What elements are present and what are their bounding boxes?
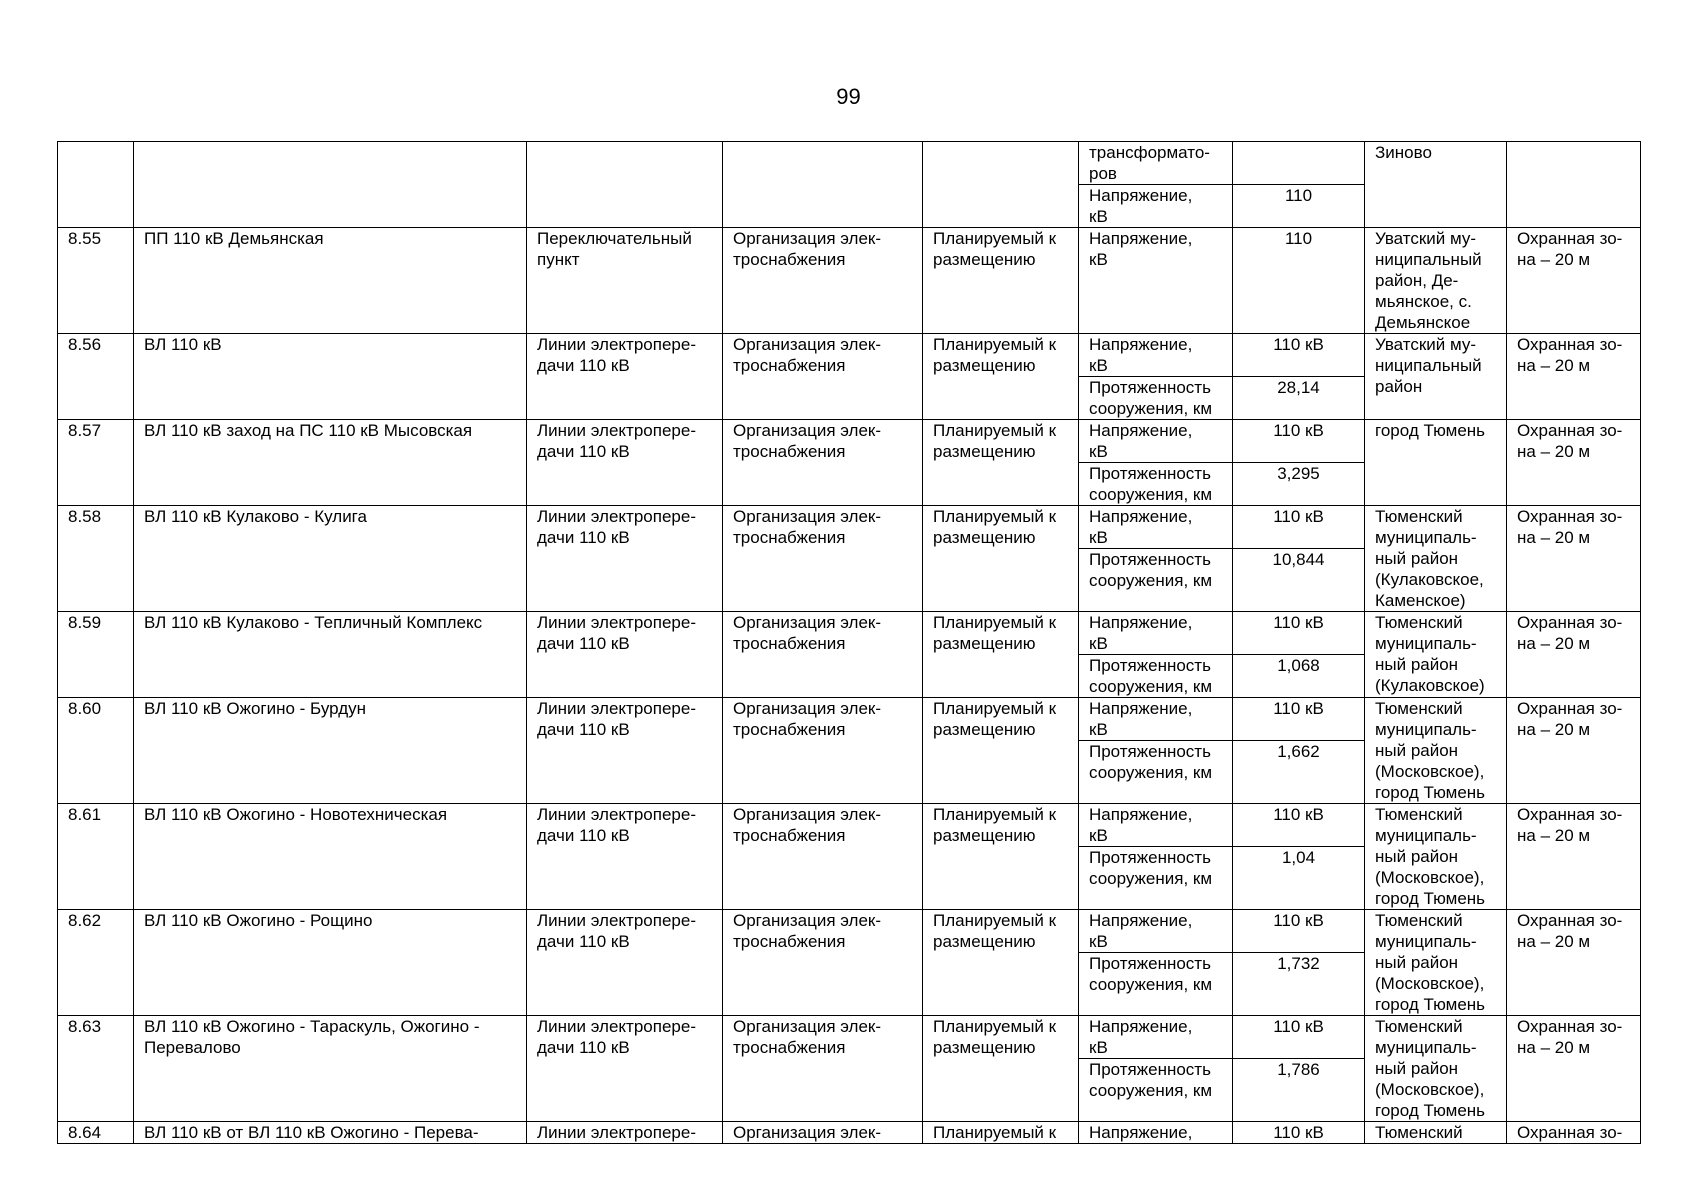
- cell-name: ВЛ 110 кВ Кулаково - Кулига: [134, 506, 527, 612]
- cell-param-label: Протяженность сооружения, км: [1079, 463, 1233, 506]
- cell-zone: Охранная зо-: [1507, 1122, 1641, 1144]
- cell-param-label: трансформато- ров: [1079, 142, 1233, 185]
- table-row: [58, 804, 1641, 847]
- cell-name: ВЛ 110 кВ от ВЛ 110 кВ Ожогино - Перева-: [134, 1122, 527, 1144]
- cell-purpose: [723, 142, 923, 228]
- cell-param-value: 110 кВ: [1233, 612, 1365, 655]
- cell-param-value: 110 кВ: [1233, 334, 1365, 377]
- cell-purpose: Организация элек- троснабжения: [723, 334, 923, 420]
- cell-num: 8.63: [58, 1016, 134, 1122]
- cell-param-value: 110 кВ: [1233, 804, 1365, 847]
- cell-location: город Тюмень: [1365, 420, 1507, 506]
- cell-type: Линии электропере- дачи 110 кВ: [527, 698, 723, 804]
- table-row: [58, 612, 1641, 655]
- cell-type: Линии электропере- дачи 110 кВ: [527, 420, 723, 506]
- cell-param-label: Напряжение, кВ: [1079, 185, 1233, 228]
- cell-status: Планируемый к размещению: [923, 228, 1079, 334]
- cell-name: ПП 110 кВ Демьянская: [134, 228, 527, 334]
- table-row: [58, 910, 1641, 953]
- cell-name: ВЛ 110 кВ Ожогино - Рощино: [134, 910, 527, 1016]
- cell-param-value: 110 кВ: [1233, 910, 1365, 953]
- cell-location: Уватский му- ниципальный район, Де- мьянское, с. Демьянское: [1365, 228, 1507, 334]
- cell-status: Планируемый к размещению: [923, 506, 1079, 612]
- cell-type: Линии электропере- дачи 110 кВ: [527, 506, 723, 612]
- cell-zone: Охранная зо- на – 20 м: [1507, 698, 1641, 804]
- cell-param-label: Напряжение, кВ: [1079, 698, 1233, 741]
- table-row: [58, 1016, 1641, 1059]
- cell-name: ВЛ 110 кВ Ожогино - Бурдун: [134, 698, 527, 804]
- cell-purpose: Организация элек-: [723, 1122, 923, 1144]
- cell-param-label: Напряжение, кВ: [1079, 910, 1233, 953]
- cell-status: Планируемый к размещению: [923, 1016, 1079, 1122]
- cell-name: ВЛ 110 кВ заход на ПС 110 кВ Мысовская: [134, 420, 527, 506]
- cell-num: 8.58: [58, 506, 134, 612]
- cell-purpose: Организация элек- троснабжения: [723, 420, 923, 506]
- cell-param-value: 1,662: [1233, 741, 1365, 804]
- cell-param-value: 1,732: [1233, 953, 1365, 1016]
- cell-type: Линии электропере- дачи 110 кВ: [527, 334, 723, 420]
- cell-location: Тюменский муниципаль- ный район (Кулаковское, Каменское): [1365, 506, 1507, 612]
- objects-table: [57, 141, 1641, 1144]
- cell-status: Планируемый к размещению: [923, 334, 1079, 420]
- cell-param-label: Напряжение, кВ: [1079, 612, 1233, 655]
- cell-param-value: 110: [1233, 228, 1365, 334]
- table-row: [58, 420, 1641, 463]
- cell-param-value: 110 кВ: [1233, 420, 1365, 463]
- cell-num: 8.57: [58, 420, 134, 506]
- cell-num: 8.60: [58, 698, 134, 804]
- cell-status: Планируемый к размещению: [923, 420, 1079, 506]
- cell-location: Уватский му- ниципальный район: [1365, 334, 1507, 420]
- cell-param-label: Напряжение, кВ: [1079, 804, 1233, 847]
- cell-type: Линии электропере-: [527, 1122, 723, 1144]
- cell-name: ВЛ 110 кВ Кулаково - Тепличный Комплекс: [134, 612, 527, 698]
- cell-param-label: Напряжение, кВ: [1079, 420, 1233, 463]
- cell-param-value: 1,786: [1233, 1059, 1365, 1122]
- page-number: 99: [836, 84, 861, 109]
- cell-param-label: Напряжение, кВ: [1079, 228, 1233, 334]
- cell-param-value: 10,844: [1233, 549, 1365, 612]
- cell-type: Линии электропере- дачи 110 кВ: [527, 612, 723, 698]
- cell-location: Зиново: [1365, 142, 1507, 228]
- cell-status: Планируемый к размещению: [923, 910, 1079, 1016]
- cell-param-label: Протяженность сооружения, км: [1079, 847, 1233, 910]
- cell-param-label: Напряжение, кВ: [1079, 1016, 1233, 1059]
- cell-name: ВЛ 110 кВ Ожогино - Новотехническая: [134, 804, 527, 910]
- cell-status: Планируемый к размещению: [923, 804, 1079, 910]
- cell-type: Линии электропере- дачи 110 кВ: [527, 1016, 723, 1122]
- cell-param-label: Протяженность сооружения, км: [1079, 953, 1233, 1016]
- cell-name: [134, 142, 527, 228]
- cell-num: 8.64: [58, 1122, 134, 1144]
- cell-num: 8.61: [58, 804, 134, 910]
- cell-num: [58, 142, 134, 228]
- cell-zone: Охранная зо- на – 20 м: [1507, 420, 1641, 506]
- cell-location: Тюменский муниципаль- ный район (Московское), город Тюмень: [1365, 698, 1507, 804]
- cell-location: Тюменский муниципаль- ный район (Московское), город Тюмень: [1365, 804, 1507, 910]
- table-row: [58, 698, 1641, 741]
- cell-location: Тюменский муниципаль- ный район (Московское), город Тюмень: [1365, 910, 1507, 1016]
- cell-zone: Охранная зо- на – 20 м: [1507, 612, 1641, 698]
- table-row: [58, 1122, 1641, 1144]
- cell-purpose: Организация элек- троснабжения: [723, 804, 923, 910]
- cell-num: 8.56: [58, 334, 134, 420]
- cell-param-value: 110: [1233, 185, 1365, 228]
- cell-param-value: 1,04: [1233, 847, 1365, 910]
- cell-status: Планируемый к размещению: [923, 612, 1079, 698]
- cell-type: Линии электропере- дачи 110 кВ: [527, 804, 723, 910]
- cell-name: ВЛ 110 кВ: [134, 334, 527, 420]
- cell-zone: Охранная зо- на – 20 м: [1507, 228, 1641, 334]
- cell-status: Планируемый к размещению: [923, 698, 1079, 804]
- cell-type: Линии электропере- дачи 110 кВ: [527, 910, 723, 1016]
- cell-type: [527, 142, 723, 228]
- cell-purpose: Организация элек- троснабжения: [723, 506, 923, 612]
- cell-num: 8.55: [58, 228, 134, 334]
- cell-param-label: Протяженность сооружения, км: [1079, 741, 1233, 804]
- cell-param-value: 110 кВ: [1233, 698, 1365, 741]
- table-body: [58, 142, 1641, 1144]
- cell-location: Тюменский: [1365, 1122, 1507, 1144]
- cell-location: Тюменский муниципаль- ный район (Московское), город Тюмень: [1365, 1016, 1507, 1122]
- cell-zone: Охранная зо- на – 20 м: [1507, 804, 1641, 910]
- cell-name: ВЛ 110 кВ Ожогино - Тараскуль, Ожогино - Перевалово: [134, 1016, 527, 1122]
- cell-param-label: Протяженность сооружения, км: [1079, 377, 1233, 420]
- cell-param-label: Протяженность сооружения, км: [1079, 1059, 1233, 1122]
- table-row: [58, 228, 1641, 334]
- cell-param-label: Напряжение,: [1079, 1122, 1233, 1144]
- cell-param-label: Протяженность сооружения, км: [1079, 549, 1233, 612]
- cell-zone: Охранная зо- на – 20 м: [1507, 910, 1641, 1016]
- cell-num: 8.62: [58, 910, 134, 1016]
- table-row: [58, 334, 1641, 377]
- cell-purpose: Организация элек- троснабжения: [723, 612, 923, 698]
- cell-status: [923, 142, 1079, 228]
- cell-param-value: 1,068: [1233, 655, 1365, 698]
- cell-param-label: Напряжение, кВ: [1079, 506, 1233, 549]
- cell-zone: Охранная зо- на – 20 м: [1507, 506, 1641, 612]
- cell-param-label: Протяженность сооружения, км: [1079, 655, 1233, 698]
- cell-num: 8.59: [58, 612, 134, 698]
- cell-param-value: 110 кВ: [1233, 506, 1365, 549]
- cell-zone: [1507, 142, 1641, 228]
- cell-param-value: 28,14: [1233, 377, 1365, 420]
- cell-param-label: Напряжение, кВ: [1079, 334, 1233, 377]
- cell-type: Переключательный пункт: [527, 228, 723, 334]
- cell-param-value: 110 кВ: [1233, 1016, 1365, 1059]
- cell-purpose: Организация элек- троснабжения: [723, 910, 923, 1016]
- cell-zone: Охранная зо- на – 20 м: [1507, 1016, 1641, 1122]
- cell-zone: Охранная зо- на – 20 м: [1507, 334, 1641, 420]
- cell-param-value: [1233, 142, 1365, 185]
- continuation-row: [58, 142, 1641, 185]
- cell-purpose: Организация элек- троснабжения: [723, 1016, 923, 1122]
- cell-param-value: 110 кВ: [1233, 1122, 1365, 1144]
- cell-purpose: Организация элек- троснабжения: [723, 698, 923, 804]
- cell-purpose: Организация элек- троснабжения: [723, 228, 923, 334]
- cell-location: Тюменский муниципаль- ный район (Кулаковское): [1365, 612, 1507, 698]
- cell-param-value: 3,295: [1233, 463, 1365, 506]
- cell-status: Планируемый к: [923, 1122, 1079, 1144]
- table-row: [58, 506, 1641, 549]
